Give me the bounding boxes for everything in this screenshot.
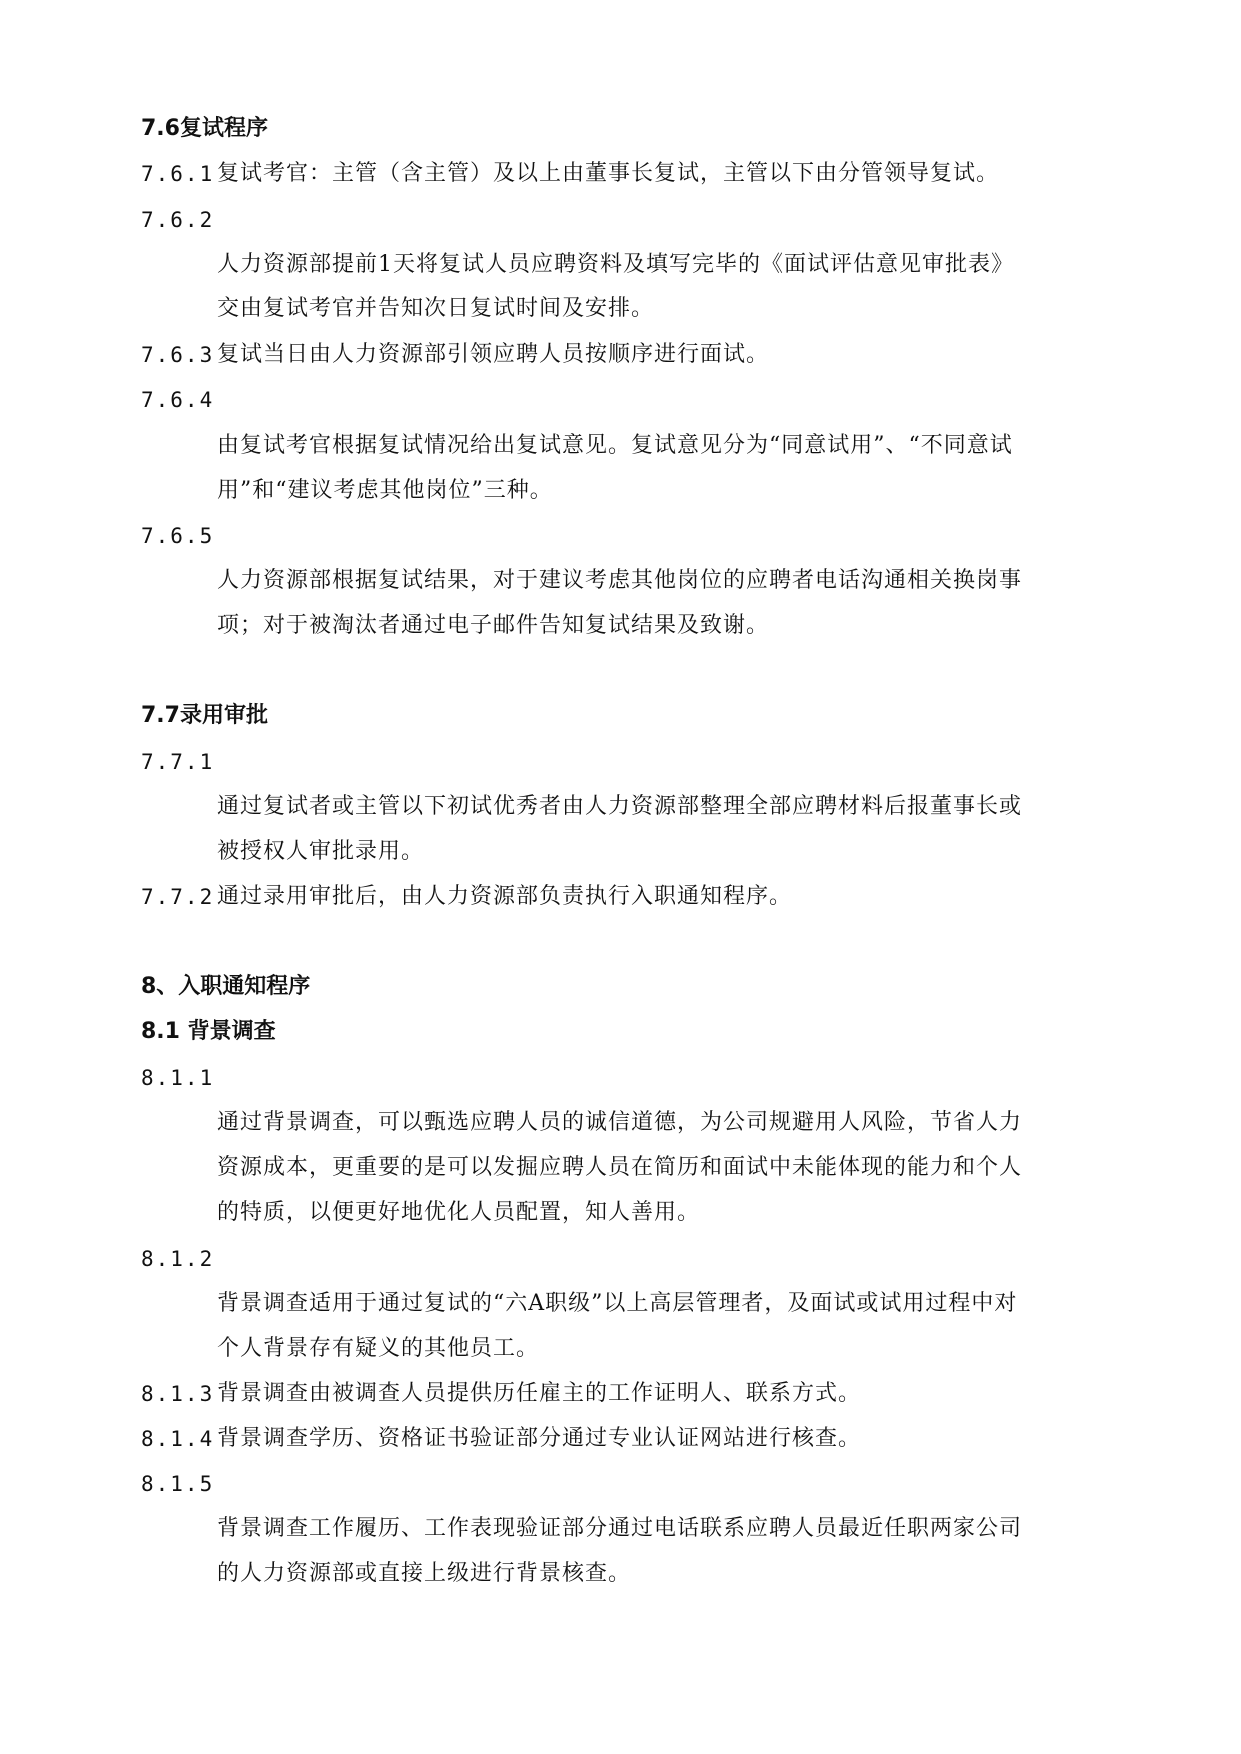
item-number-8-1-3: 8.1.3 [141,1382,215,1406]
item-text-8-1-5-line-1: 背景调查工作履历、工作表现验证部分通过电话联系应聘人员最近任职两家公司 [217,1516,1023,1541]
item-text-7-6-2-line-2: 交由复试考官并告知次日复试时间及安排。 [217,296,655,321]
section-heading-7-7: 7.7录用审批 [141,703,268,728]
item-number-8-1-4: 8.1.4 [141,1427,215,1451]
item-number-7-6-1: 7.6.1 [141,162,215,186]
item-number-8-1-5: 8.1.5 [141,1472,215,1496]
item-text-8-1-1-line-2: 资源成本，更重要的是可以发掘应聘人员在简历和面试中未能体现的能力和个人 [217,1155,1023,1180]
item-text-7-6-4-line-2: 用”和“建议考虑其他岗位”三种。 [217,478,553,503]
item-text-8-1-2-line-1: 背景调查适用于通过复试的“六A职级”以上高层管理者，及面试或试用过程中对 [217,1291,1018,1316]
item-text-7-7-1-line-1: 通过复试者或主管以下初试优秀者由人力资源部整理全部应聘材料后报董事长或 [217,794,1023,819]
item-text-8-1-4: 背景调查学历、资格证书验证部分通过专业认证网站进行核查。 [217,1426,862,1451]
item-text-8-1-1-line-1: 通过背景调查，可以甄选应聘人员的诚信道德，为公司规避用人风险，节省人力 [217,1110,1023,1135]
item-text-8-1-3: 背景调查由被调查人员提供历任雇主的工作证明人、联系方式。 [217,1381,862,1406]
section-heading-8-1: 8.1 背景调查 [141,1019,276,1044]
item-text-7-6-5-line-1: 人力资源部根据复试结果，对于建议考虑其他岗位的应聘者电话沟通相关换岗事 [217,568,1023,593]
item-text-8-1-2-line-2: 个人背景存有疑义的其他员工。 [217,1336,540,1361]
item-number-7-6-4: 7.6.4 [141,388,215,412]
item-text-8-1-5-line-2: 的人力资源部或直接上级进行背景核查。 [217,1561,632,1586]
section-heading-7-6: 7.6复试程序 [141,116,268,141]
item-number-7-7-2: 7.7.2 [141,885,215,909]
item-number-7-6-2: 7.6.2 [141,208,215,232]
item-number-8-1-2: 8.1.2 [141,1247,215,1271]
item-text-7-7-2: 通过录用审批后，由人力资源部负责执行入职通知程序。 [217,884,793,909]
item-text-7-6-5-line-2: 项；对于被淘汰者通过电子邮件告知复试结果及致谢。 [217,613,770,638]
section-heading-8: 8、入职通知程序 [141,974,311,999]
item-number-7-7-1: 7.7.1 [141,750,215,774]
item-text-7-6-3: 复试当日由人力资源部引领应聘人员按顺序进行面试。 [217,342,770,367]
item-number-7-6-3: 7.6.3 [141,343,215,367]
item-text-7-6-2-line-1: 人力资源部提前1天将复试人员应聘资料及填写完毕的《面试评估意见审批表》 [217,252,1014,277]
item-text-8-1-1-line-3: 的特质，以便更好地优化人员配置，知人善用。 [217,1200,701,1225]
item-number-8-1-1: 8.1.1 [141,1066,215,1090]
item-number-7-6-5: 7.6.5 [141,524,215,548]
item-text-7-6-1: 复试考官：主管（含主管）及以上由董事长复试，主管以下由分管领导复试。 [217,161,1000,186]
item-text-7-6-4-line-1: 由复试考官根据复试情况给出复试意见。复试意见分为“同意试用”、“不同意试 [217,433,1013,458]
item-text-7-7-1-line-2: 被授权人审批录用。 [217,839,425,864]
